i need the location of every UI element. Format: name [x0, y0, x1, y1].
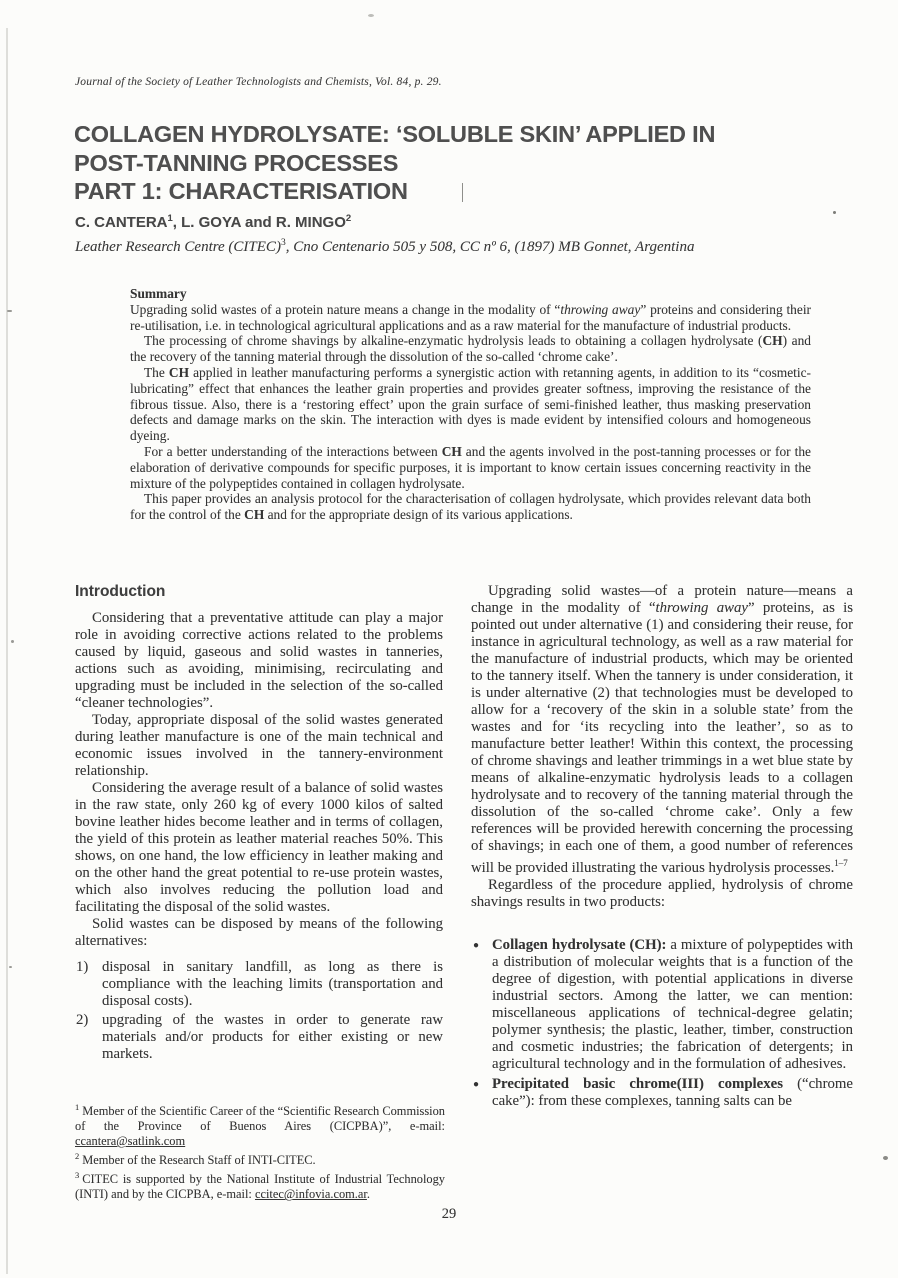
- scan-speck: [7, 310, 12, 312]
- bold-term: CH: [168, 364, 190, 380]
- bullet-icon: ●: [473, 939, 480, 951]
- body-paragraph: Considering the average result of a balance of solid wastes in the raw state, only 260 kg of every 1000 kilos of salted bovine leather hides become leather and in terms of collagen, the yield of this protein as leather material reaches 50%. This shows, on one hand, the low efficiency in leather making and on the other hand the great potential to re-use protein wastes, which also involves reducing the pollution load and facilitating the disposal of the solid wastes.: [75, 780, 443, 915]
- body-paragraph: Regardless of the procedure applied, hydrolysis of chrome shavings results in two products:: [471, 876, 853, 910]
- italic-phrase: throwing away: [560, 301, 641, 317]
- list-item-text: upgrading of the wastes in order to generate raw materials and/or products for either existing or new markets.: [102, 1012, 443, 1062]
- paper-title: [74, 120, 864, 206]
- footnote: [75, 1168, 445, 1202]
- footnote-text: CITEC is supported by the National Institute of Industrial Technology (INTI) and by the CICPBA, e-mail:: [75, 1172, 445, 1202]
- body-paragraph: Considering that a preventative attitude can play a major role in avoiding corrective actions related to the problems caused by liquid, gaseous and solid wastes in tanneries, actions such as avoiding, minimising, recirculating and upgrading must be included in the selection of the so-called “cleaner technologies”.: [75, 610, 443, 711]
- scan-speck: [833, 211, 836, 214]
- footnote-text: .: [366, 1187, 370, 1202]
- scan-speck: [11, 640, 14, 643]
- introduction-heading: Introduction: [75, 583, 166, 600]
- text-segment: The processing of chrome shavings by alkaline-enzymatic hydrolysis leads to obtaining a collagen hydrolysate (: [144, 333, 763, 349]
- bullet-item-text: a mixture of polypeptides with a distribution of molecular weights that is a function of the degree of digestion, with potential applications in diverse industrial sectors. Among the latter, we can mention: miscellaneous applications of technical-degree gelatin; polymer synthesis; the plastic, leather, timber, construction and cosmetic industries; the fabrication of detergents; in agricultural technology and in the formulation of adhesives.: [492, 936, 853, 1072]
- text-segment: Upgrading solid wastes—of a protein nature—means a change in the modality of “: [471, 583, 853, 616]
- page-number: 29: [441, 1206, 457, 1222]
- left-column: [75, 583, 443, 1063]
- summary-section: [130, 286, 811, 523]
- list-item: [75, 1012, 443, 1063]
- scan-speck: [368, 14, 374, 17]
- products-list: [471, 937, 853, 1110]
- affiliation-line: [75, 238, 694, 256]
- list-item-text: disposal in sanitary landfill, as long as there is compliance with the leaching limits (transportation and disposal costs).: [102, 959, 443, 1009]
- footnote-marker: 1: [75, 1102, 80, 1112]
- list-marker: 2): [76, 1012, 89, 1028]
- footnote-text: Member of the Scientific Career of the “Scientific Research Commission of the Province of Buenos Aires (CICPBA)”, e-mail:: [75, 1104, 445, 1134]
- footnote-marker: 2: [345, 213, 352, 224]
- email-text: ccitec@infovia.com.ar: [254, 1187, 367, 1202]
- right-column: [471, 583, 853, 1110]
- bold-term: CH: [244, 507, 265, 523]
- footnotes-section: [75, 1100, 445, 1202]
- list-item: [75, 959, 443, 1010]
- summary-paragraph: [130, 491, 811, 523]
- journal-header: Journal of the Society of Leather Technologists and Chemists, Vol. 84, p. 29.: [75, 76, 442, 88]
- scan-speck: [9, 966, 12, 968]
- text-segment: and the agents involved in the post-tanning processes or for the elaboration of derivative compounds for specific purposes, it is important to know certain issues concerning reactivity in the mixture of the polypeptides contained in collagen hydrolysate.: [130, 443, 811, 491]
- authors-line: [75, 213, 351, 231]
- text-segment: The: [144, 364, 169, 380]
- bold-term: Precipitated basic chrome(III) complexes: [492, 1075, 783, 1092]
- scan-speck: [883, 1156, 888, 1160]
- footnote: [75, 1149, 445, 1168]
- footnote-marker: 3: [280, 238, 286, 248]
- bold-term: Collagen hydrolysate (CH):: [492, 936, 667, 953]
- text-segment: applied in leather manufacturing performs a synergistic action with retanning agents, in addition to its “cosmetic-lubricating” effect that enhances the leather grain properties and provides greater softness, improving the resistance of the fibrous tissue. Also, there is a ‘restoring effect’ upon the grain surface of semi-finished leather, thus masking preservation defects and damage marks on the skin. The interaction with dyes is made evident by intensified colours and homogeneous dyeing.: [130, 364, 811, 444]
- text-segment: and for the appropriate design of its various applications.: [264, 507, 573, 523]
- body-paragraph: [471, 583, 853, 877]
- body-paragraph: Today, appropriate disposal of the solid wastes generated during leather manufacture is one of the main technical and economic issues involved in the tannery-environment relationship.: [75, 712, 443, 779]
- summary-heading: Summary: [130, 286, 187, 301]
- title-line-1: COLLAGEN HYDROLYSATE: ‘SOLUBLE SKIN’ APPLIED IN: [74, 121, 716, 147]
- author-name: C. CANTERA: [75, 214, 168, 231]
- email-text: ccantera@satlink.com: [75, 1134, 186, 1149]
- summary-paragraph: [130, 302, 811, 334]
- title-line-3: PART 1: CHARACTERISATION: [74, 178, 408, 204]
- reference-marker: 1–7: [834, 858, 848, 868]
- affiliation-text: , Cno Centenario 505 y 508, CC nº 6, (1897) MB Gonnet, Argentina: [285, 239, 695, 255]
- text-segment: Upgrading solid wastes of a protein nature means a change in the modality of “: [130, 301, 561, 317]
- bullet-item-text: (“chrome cake”): from these complexes, tanning salts can be: [492, 1075, 853, 1109]
- summary-paragraph: [130, 365, 811, 444]
- bold-term: CH: [762, 333, 783, 349]
- body-paragraph: Solid wastes can be disposed by means of the following alternatives:: [75, 916, 443, 949]
- text-segment: ” proteins and considering their re-utilisation, i.e. in technological agricultural applications and as a raw material for the manufacture of industrial products.: [130, 301, 811, 333]
- text-segment: This paper provides an analysis protocol for the characterisation of collagen hydrolysate, which provides relevant data both for the control of the: [130, 491, 811, 523]
- list-marker: 1): [76, 959, 89, 975]
- footnote-text: Member of the Research Staff of INTI-CITEC.: [82, 1153, 316, 1168]
- title-line-2: POST-TANNING PROCESSES: [74, 149, 399, 176]
- summary-paragraph: [130, 444, 811, 491]
- affiliation-text: Leather Research Centre (CITEC): [75, 239, 281, 255]
- bullet-item: [471, 937, 853, 1073]
- bullet-item: [471, 1076, 853, 1110]
- text-segment: For a better understanding of the interactions between: [144, 443, 442, 459]
- author-name: , L. GOYA and R. MINGO: [172, 214, 346, 231]
- footnote: [75, 1100, 445, 1149]
- bullet-icon: ●: [473, 1078, 480, 1090]
- scan-edge-line-artifact: [6, 28, 8, 1274]
- footnote-marker: 3: [75, 1170, 80, 1181]
- footnote-marker: 1: [167, 213, 173, 224]
- italic-phrase: throwing away: [655, 600, 748, 616]
- text-segment: ) and the recovery of the tanning material through the dissolution of the so-called ‘chrome cake’.: [130, 333, 811, 365]
- alternatives-list: [75, 959, 443, 1063]
- text-segment: ” proteins, as is pointed out under alternative (1) and considering their reuse, for instance in agricultural technology, as well as a raw material for the manufacture of industrial products, which may be oriented to the tannery itself. When the tannery is under consideration, it is under alternative (2) that technologies must be developed to allow for a ‘recovery of the skin in a soluble state’ from the wastes and for ‘its recycling into the leather’, so as to manufacture better leather! Within this context, the processing of chrome shavings and leather trimmings in a wet blue state by means of alkaline-enzymatic hydrolysis leads to a collagen hydrolysate and to recovery of the tanning material through the dissolution of the so-called ‘chrome cake’. Only a few references will be provided herewith concerning the processing of shavings; in each one of them, a good number of references will be provided illustrating the various hydrolysis processes.: [471, 600, 854, 876]
- bold-term: CH: [441, 443, 462, 459]
- footnote-marker: 2: [75, 1151, 80, 1162]
- summary-paragraph: [130, 333, 811, 365]
